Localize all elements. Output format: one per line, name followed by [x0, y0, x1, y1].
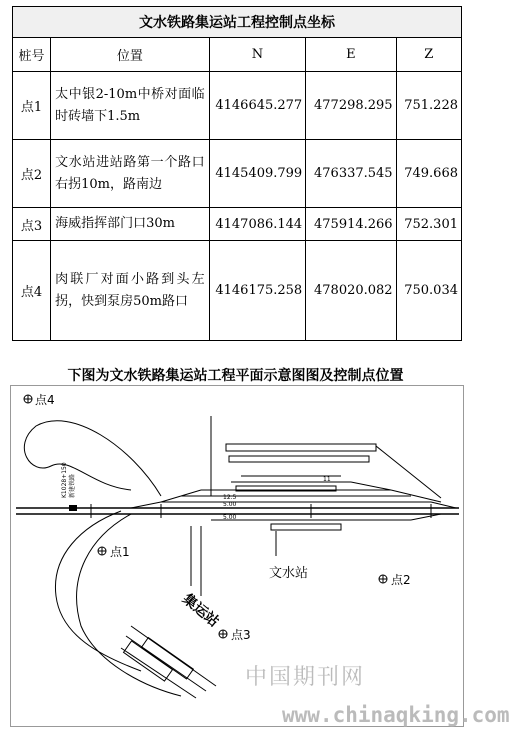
header-id: 桩号 [13, 38, 51, 72]
row-z: 750.034 [396, 241, 461, 341]
row-position: 肉联厂对面小路到头左拐，快到泵房50m路口 [51, 241, 210, 341]
table-row [13, 241, 462, 341]
track-label: 5.00 [223, 514, 237, 521]
row-z: 752.301 [396, 208, 461, 241]
point2-label: 点2 [391, 573, 411, 587]
row-id: 点3 [13, 208, 51, 241]
km-sub: 新建铁路 [69, 473, 76, 498]
row-n: 4146645.277 [209, 72, 306, 140]
watermark-cn: 中国期刊网 [245, 665, 366, 690]
track-label: 11 [323, 476, 331, 483]
row-z: 751.228 [396, 72, 461, 140]
point3-label: 点3 [231, 628, 251, 642]
km-mark: K1028+150 [61, 462, 68, 498]
point1-label: 点1 [110, 545, 130, 559]
row-e: 476337.545 [306, 140, 396, 208]
watermark-url: www.chinaqking.com [282, 703, 510, 727]
row-n: 4145409.799 [209, 140, 306, 208]
row-n: 4147086.144 [209, 208, 306, 241]
header-z: Z [396, 38, 461, 72]
header-n: N [209, 38, 306, 72]
row-id: 点4 [13, 241, 51, 341]
row-e: 475914.266 [306, 208, 396, 241]
station-label: 文水站 [269, 566, 309, 581]
track-label: 12.5 [223, 494, 237, 501]
row-id: 点1 [13, 72, 51, 140]
row-n: 4146175.258 [209, 241, 306, 341]
row-position: 太中银2-10m中桥对面临时砖墙下1.5m [51, 72, 210, 140]
row-z: 749.668 [396, 140, 461, 208]
header-position: 位置 [51, 38, 210, 72]
control-point-2 [379, 572, 411, 587]
track-plan-diagram [10, 385, 464, 727]
point4-label: 点4 [35, 393, 55, 407]
track-plan-svg [11, 386, 463, 726]
row-position: 海威指挥部门口30m [51, 208, 210, 241]
row-e: 477298.295 [306, 72, 396, 140]
control-point-1 [98, 544, 130, 559]
control-point-table [12, 6, 462, 341]
table-row [13, 72, 462, 140]
row-position: 文水站进站路第一个路口右拐10m，路南边 [51, 140, 210, 208]
control-point-3 [219, 627, 251, 642]
control-point-4 [24, 392, 55, 407]
track-label: 5.00 [223, 501, 237, 508]
table-row [13, 140, 462, 208]
row-e: 478020.082 [306, 241, 396, 341]
table-title: 文水铁路集运站工程控制点坐标 [13, 7, 462, 38]
header-e: E [306, 38, 396, 72]
table-row [13, 208, 462, 241]
row-id: 点2 [13, 140, 51, 208]
diagram-subtitle: 下图为文水铁路集运站工程平面示意图图及控制点位置 [67, 368, 404, 384]
yard-label: 集运站 [179, 591, 222, 631]
